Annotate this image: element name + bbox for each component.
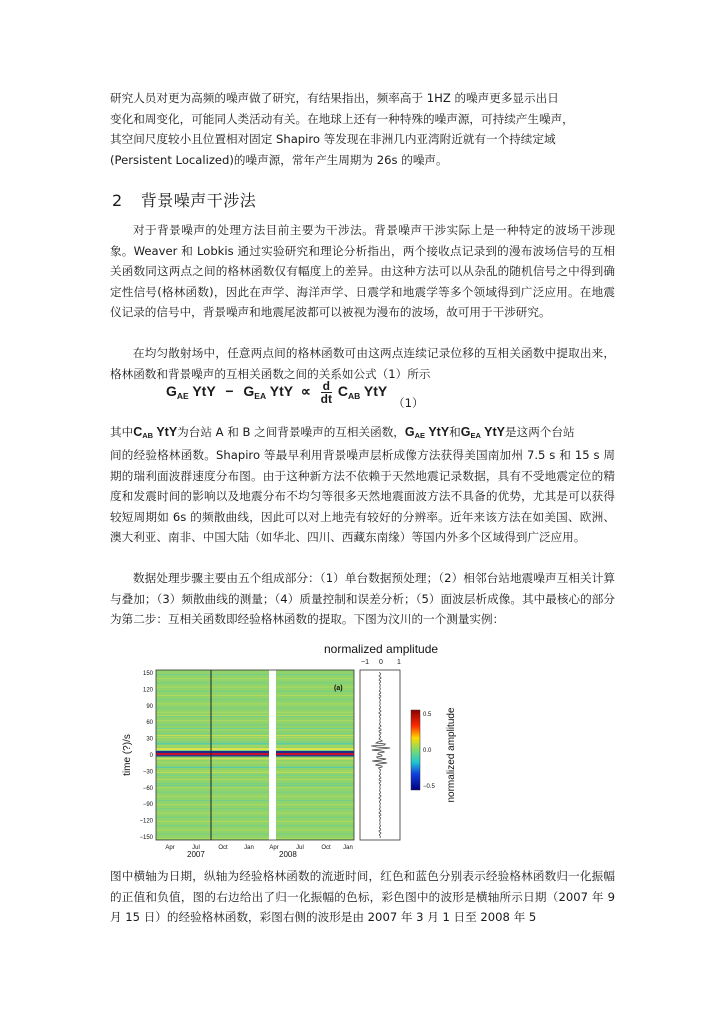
colorbar-tick: 0.5 — [423, 712, 432, 718]
x-tick: Apr — [269, 845, 279, 851]
x-tick: Oct — [218, 845, 228, 851]
paragraph-symbols: 其中$C_{AB}$ YtY为台站 A 和 B 之间背景噪声的互相关函数，$G_{AE}$ YtY和$G_{EA}$ YtY是这两个台站 — [110, 425, 575, 440]
top-tick: −1 — [361, 659, 369, 666]
y-tick: −120 — [139, 818, 153, 825]
section-number: 2 — [112, 191, 123, 210]
text-line: 变化和周变化，可能同人类活动有关。在地球上还有一种特殊的噪声源，可持续产生噪声， — [110, 111, 574, 126]
y-tick: −150 — [139, 835, 153, 841]
paragraph-interferometry: 对于背景噪声的处理方法目前主要为干涉法。背景噪声干涉实际上是一种特定的波场干涉现象。Weaver 和 Lobkis 通过实验研究和理论分析指出，两个接收点记录到的漫布波场信号的互相关函数同这两点之间的格林函数仅有幅度上的差异。由这种方法可以从杂乱的随机信号之中得到确定性信号(格林函数)，因此在声学、海洋声学、日震学和地震学等多个领域得到广泛应用。在地震仪记录的信号中，背景噪声和地震尾波都可以被视为漫布的波场，故可用于干涉研究。 — [110, 223, 615, 320]
colorbar-label: normalized amplitude — [446, 707, 457, 803]
intro-paragraph — [110, 88, 615, 170]
paragraph-processing-steps: 数据处理步骤主要由五个组成部分：（1）单台数据预处理；（2）相邻台站地震噪声互相关计算与叠加；（3）频散曲线的测量；（4）质量控制和误差分析；（5）面波层析成像。其中最核心的部分为第二步：互相关函数即经验格林函数的提取。下图为汶川的一个测量实例： — [110, 571, 615, 627]
section-title: 背景噪声干涉法 — [140, 191, 257, 210]
y-axis-label: time (?)/s — [122, 734, 133, 776]
section-heading — [112, 188, 256, 211]
x-tick: Apr — [165, 845, 175, 851]
y-tick-labels — [139, 671, 153, 841]
paragraph-shapiro: 间的经验格林函数。Shapiro 等最早利用背景噪声层析成像方法获得美国南加州 7.5 s 和 15 s 周期的瑞利面波群速度分布图。由于这种新方法不依赖于天然地震记录数据，具有不受地震定位的精度和发震时间的影响以及地震分布不均匀等很多天然地震面波方法不具备的优势，尤其是可以获得较短周期如 6s 的频散曲线，因此可以对上地壳有较好的分辨率。近年来该方法在如美国、欧洲、澳大利亚、南非、中国大陆（如华北、四川、西藏东南缘）等国内外多个区域得到广泛应用。 — [110, 448, 615, 545]
top-tick: 0 — [379, 659, 383, 666]
colorbar — [411, 710, 420, 790]
y-tick: 120 — [142, 687, 153, 694]
y-tick: 150 — [142, 671, 153, 677]
year-label: 2008 — [279, 850, 297, 859]
top-tick: 1 — [397, 659, 401, 666]
text-line: 其空间尺度较小且位置相对固定 Shapiro 等发现在非洲几内亚湾附近就有一个持续定域 — [110, 132, 556, 147]
top-axis-label: normalized amplitude — [324, 642, 439, 656]
y-tick: −60 — [142, 785, 153, 792]
year-label: 2007 — [187, 850, 205, 859]
y-tick: 60 — [146, 720, 153, 727]
colorbar-tick: 0.0 — [423, 748, 432, 754]
y-tick: 90 — [146, 703, 153, 710]
paragraph-green-function: 在均匀散射场中，任意两点间的格林函数可由这两点连续记录位移的互相关函数中提取出来，格林函数和背景噪声的互相关函数之间的关系如公式（1）所示 — [110, 346, 615, 381]
equation-number: （1） — [393, 396, 424, 410]
y-tick: 0 — [149, 753, 153, 759]
colorbar-tick: −0.5 — [423, 784, 435, 790]
x-tick: Jul — [296, 845, 304, 851]
panel-label: (a) — [334, 685, 343, 692]
y-tick: −90 — [142, 802, 153, 809]
x-tick: Oct — [321, 845, 331, 851]
equation-1: $G_{AE}$ YtY − $G_{EA}$ YtY ∝ $\frac{d}{dt}$ $C_{AB}$ YtY — [166, 379, 388, 406]
text-line: (Persistent Localized)的噪声源，常年产生周期为 26s 的噪声。 — [110, 152, 448, 167]
x-tick: Jul — [192, 845, 200, 851]
x-tick: Jan — [244, 845, 254, 851]
paragraph-figure-caption: 图中横轴为日期，纵轴为经验格林函数的流逝时间，红色和蓝色分别表示经验格林函数归一化振幅的正值和负值，图的右边给出了归一化振幅的色标，彩色图中的波形是横轴所示日期（2007 年 9 月 15 日）的经验格林函数，彩图右侧的波形是由 2007 年 3 月 1 日至 2008 年 5 — [110, 869, 615, 925]
text-line: 研究人员对更为高频的噪声做了研究，有结果指出，频率高于 1HZ 的噪声更多显示出日 — [110, 91, 559, 105]
y-tick: −30 — [142, 769, 153, 776]
x-tick: Jan — [343, 845, 353, 851]
y-tick: 30 — [146, 736, 153, 743]
data-gap — [269, 670, 276, 840]
cross-correlation-figure — [114, 640, 474, 860]
